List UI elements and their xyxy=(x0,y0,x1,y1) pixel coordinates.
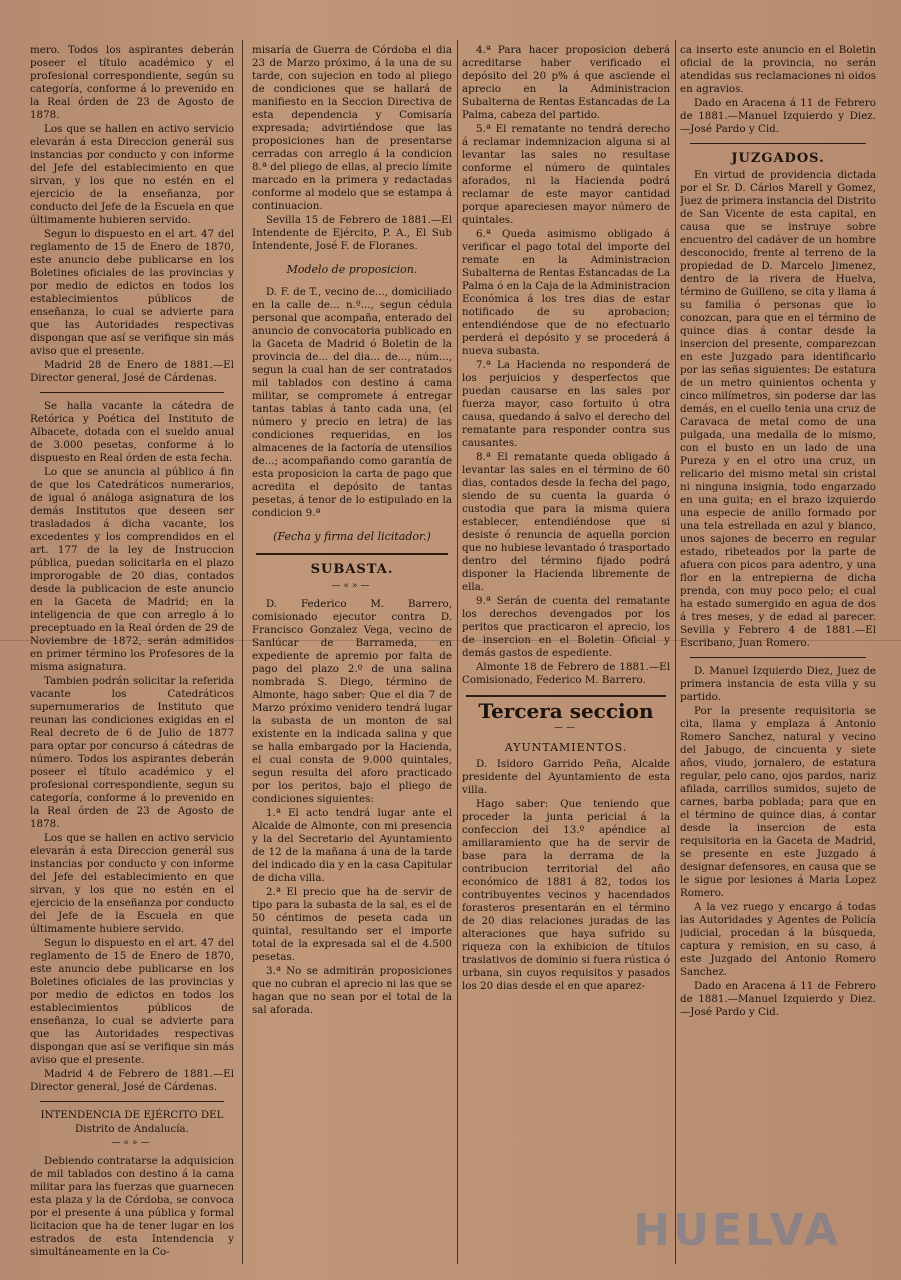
paragraph: Tambien podrán solicitar la referida vacante los Catedráticos supernumerarios de Instituto que reunan las condiciones exigidas en el Real decreto de 6 de Julio de 1877 para optar por concurso á cátedras de número. Todos los aspirantes deberán poseer el título académico y el profesional correspondiente, segun su categoría, conforme á lo prevenido en la Real órden de 23 de Agosto de 1878. xyxy=(30,675,234,830)
section-subheading: Distrito de Andalucía. xyxy=(75,1123,189,1135)
paragraph: 3.ª No se admitirán proposiciones que no cubran el aprecio ni las que se hagan que no sean por el total de la sal aforada. xyxy=(252,965,452,1016)
signature: Almonte 18 de Febrero de 1881.—El Comisionado, Federico M. Barrero. xyxy=(462,661,670,686)
watermark-logo: HUELVA xyxy=(633,1205,841,1256)
paragraph: mero. Todos los aspirantes deberán poseer el título académico y el profesional correspondiente, según su categoría, conforme á lo prevenido en la Real órden de 23 de Agosto de 1878. xyxy=(30,44,234,121)
paragraph: 9.ª Serán de cuenta del rematante los derechos devengados por los peritos que practicaron el aprecio, los de insercion en el Boletin Oficial y demás gastos de espediente. xyxy=(462,595,670,659)
paragraph: D. Isidoro Garrido Peña, Alcalde presidente del Ayuntamiento de esta villa. xyxy=(462,758,670,796)
paragraph: ca inserto este anuncio en el Boletin oficial de la provincia, no serán atendidas sus reclamaciones ni oidos en agravios. xyxy=(680,44,876,95)
paragraph: D. F. de T., vecino de..., domiciliado en la calle de... n.º..., segun cédula personal que acompaña, enterado del anuncio de convocatoria publicado en la Gaceta de Madrid ó Boletin de la provincia de... del dia... de..., núm..., segun la cual han de ser contratados mil tablados con destino á cama militar, se compromete á entregar tantas tablas á tanto cada una, (el número y precio en letra) de las condiciones requeridas, en los almacenes de la factoría de utensilios de...; acompañando como garantía de esta proposicion la carta de pago que acredita el depósito de tantas pesetas, á tenor de lo estipulado en la condicion 9.ª xyxy=(252,286,452,519)
separator xyxy=(466,695,666,697)
separator xyxy=(40,1101,224,1102)
paragraph: 4.ª Para hacer proposicion deberá acreditarse haber verificado el depósito del 20 p% á que asciende el aprecio en la Administracion Subalterna de Rentas Estancadas de La Palma, cabeza del partido. xyxy=(462,44,670,121)
ornament: —— xyxy=(554,723,578,733)
paragraph: 6.ª Queda asimismo obligado á verificar el pago total del importe del remate en la Administracion Subalterna de Rentas Estancadas de La Palma ó en la Caja de la Administracion Económica á los tres dias de estar notificado de su aprobacion; entendiéndose que de no efectuarlo perderá el depósito y se procederá á nueva subasta. xyxy=(462,228,670,357)
signature: Dado en Aracena á 11 de Febrero de 1881.—Manuel Izquierdo y Diez.—José Pardo y Cid. xyxy=(680,97,876,135)
column-rule xyxy=(457,40,458,1264)
paragraph: Segun lo dispuesto en el art. 47 del reglamento de 15 de Enero de 1870, este anuncio debe publicarse en los Boletines oficiales de las provincias y por medio de edictos en todos los establecimientos públicos de enseñanza, lo cual se advierte para que las Autoridades respectivas dispongan que así se verifique sin más aviso que el presente. xyxy=(30,228,234,357)
paragraph: Los que se hallen en activo servicio elevarán á esta Direccion generál sus instancias por conducto y con informe del Jefe del establecimiento en que sirvan, y los que no estén en el ejercicio de la enseñanza, por conducto del Jefe de la Escuela en que últimamente hubieren servido. xyxy=(30,123,234,226)
separator xyxy=(256,553,448,555)
paragraph: D. Manuel Izquierdo Diez, Juez de primera instancia de esta villa y su partido. xyxy=(680,665,876,703)
column-4 xyxy=(680,44,876,1260)
section-heading: JUZGADOS. xyxy=(731,151,825,166)
separator xyxy=(40,392,224,393)
paragraph: Se halla vacante la cátedra de Retórica y Poética del Instituto de Albacete, dotada con el sueldo anual de 3.000 pesetas, conforme á lo dispuesto en Real órden de esta fecha. xyxy=(30,400,234,464)
separator xyxy=(690,657,866,658)
column-rule xyxy=(675,40,676,1264)
signature: Madrid 4 de Febrero de 1881.—El Director general, José de Cárdenas. xyxy=(30,1068,234,1093)
column-3 xyxy=(462,44,670,1260)
paragraph: 8.ª El rematante queda obligado á levantar las sales en el término de 60 dias, contados desde la fecha del pago, siendo de su cuenta la guarda ó custodia que para la misma quiera establecer, entendiéndose que si desiste ó renuncia de aquella porcion que no hubiese levantado ó trasportado dentro del término fijado podrá disponer la Hacienda libremente de ella. xyxy=(462,451,670,593)
paragraph: En virtud de providencia dictada por el Sr. D. Cárlos Marell y Gomez, Juez de primera instancia del Distrito de San Vicente de esta capital, en causa que se instruye sobre encuentro del cadáver de un hombre desconocido, frente al terreno de la propiedad de D. Marcelo Jimenez, dentro de la rivera de Huelva, término de Guilleno, se cita y llama á su familia ó personas que lo conozcan, para que en el término de quince dias á contar desde la insercion del presente, comparezcan en este Juzgado para identificarlo por las señas siguientes: De estatura de un metro quinientos ochenta y cinco milímetros, sin poderse dar las demás, en el cuello tenia una cruz de Caravaca de metal como de una pulgada, una medalla de lo mismo, con el busto en un lado de una Pureza y en el otro una cruz, un relicario del mismo metal sin cristal ni ninguna insignia, todo engarzado en una guita; en el brazo izquierdo una especie de anillo formado por una tela estrellada en azul y blanco, unos sajones de becerro en regular estado, ribeteados por la parte de afuera con picos para adentro, y una flor en la entrepierna de dicha prenda, con muy poco pelo; el cual ha estado sumergido en agua de dos á tres meses, y de edad al parecer. Sevilla y Febrero 4 de 1881.—El Escribano, Juan Romero. xyxy=(680,169,876,649)
ornament: —«»— xyxy=(111,1138,153,1148)
signature: Madrid 28 de Enero de 1881.—El Director general, José de Cárdenas. xyxy=(30,359,234,384)
paragraph: Dado en Aracena á 11 de Febrero de 1881.—Manuel Izquierdo y Diez.—José Pardo y Cid. xyxy=(680,980,876,1018)
paragraph: D. Federico M. Barrero, comisionado ejecutor contra D. Francisco Gonzalez Vega, vecino de Sanlúcar de Barrameda, en expediente de apremio por falta de pago del plazo 2.º de una salina nombrada S. Diego, término de Almonte, hago saber: Que el dia 7 de Marzo próximo venidero tendrá lugar la subasta de un monton de sal existente en la indicada salina y que se halla embargado por la Hacienda, el cual consta de 9.000 quintales, segun resulta del aforo practicado por los peritos, bajo el pliego de condiciones siguientes: xyxy=(252,598,452,805)
paragraph: Hago saber: Que teniendo que proceder la junta pericial á la confeccion del 13.º apéndice al amillaramiento que ha de servir de base para la derrama de la contribucion territorial del año económico de 1881 á 82, todos los contribuyentes vecinos y hacendados forasteros presentarán en el término de 20 dias relaciones juradas de las alteraciones que haya sufrido su riqueza con la exhibicion de títulos traslativos de dominio si fuera rústica ó urbana, sin cuyos requisitos y pasados los 20 dias desde el en que aparez- xyxy=(462,798,670,992)
signature: Sevilla 15 de Febrero de 1881.—El Intendente de Ejército, P. A., El Sub Intendente, José F. de Floranes. xyxy=(252,214,452,252)
paragraph: 7.ª La Hacienda no responderá de los perjuicios y desperfectos que puedan causarse en las sales por fuerza mayor, caso fortuito ú otra causa, quedando á salvo el derecho del rematante para responder contra sus causantes. xyxy=(462,359,670,449)
paragraph: Por la presente requisitoria se cita, llama y emplaza á Antonio Romero Sanchez, natural y vecino del Jabugo, de cincuenta y siete años, viudo, jornalero, de estatura regular, pelo cano, ojos pardos, nariz afilada, carrillos sumidos, sujeto de carnes, barba poblada; para que en el término de quince dias, á contar desde la insercion de esta requisitoria en la Gaceta de Madrid, se presente en este Juzgado á designar defensores, en causa que se le sigue por lesiones á Maria Lopez Romero. xyxy=(680,705,876,899)
ornament: —«»— xyxy=(331,581,373,591)
paragraph: 5.ª El rematante no tendrá derecho á reclamar indemnizacion alguna si al levantar las sales no resultase conforme el número de quintales aforados, ni la Hacienda podrá reclamar de este mayor cantidad porque apareciesen mayor número de quintales. xyxy=(462,123,670,226)
model-heading: Modelo de proposicion. xyxy=(286,263,418,276)
subsection-heading: AYUNTAMIENTOS. xyxy=(504,741,628,754)
section-heading: SUBASTA. xyxy=(310,562,394,577)
paragraph: A la vez ruego y encargo á todas las Autoridades y Agentes de Policía judicial, procedan á la búsqueda, captura y remision, en su caso, á este Juzgado del Antonio Romero Sanchez. xyxy=(680,901,876,978)
signature-note: (Fecha y firma del licitador.) xyxy=(273,530,431,543)
section-title: Tercera seccion xyxy=(478,699,654,723)
paragraph: Segun lo dispuesto en el art. 47 del reglamento de 15 de Enero de 1870, este anuncio debe publicarse en los Boletines oficiales de las provincias y por medio de edictos en todos los establecimientos públicos de enseñanza, lo cual se advierte para que las Autoridades respectivas dispongan que así se verifique sin más aviso que el presente. xyxy=(30,937,234,1066)
paragraph: 1.ª El acto tendrá lugar ante el Alcalde de Almonte, con mi presencia y la del Secretario del Ayuntamiento de 12 de la mañana á una de la tarde del indicado dia y en la casa Capitular de dicha villa. xyxy=(252,807,452,884)
column-1 xyxy=(30,44,234,1260)
column-rule xyxy=(242,40,243,1264)
separator xyxy=(690,143,866,144)
paragraph: misaría de Guerra de Córdoba el dia 23 de Marzo próximo, á la una de su tarde, con sujecion en todo al pliego de condiciones que se hallará de manifiesto en la Seccion Directiva de esta dependencia y Comisaría expresada; advirtiéndose que las proposiciones han de presentarse cerradas con arreglo á la condicion 8.ª del pliego de ellas, al precio límite marcado en la primera y redactadas conforme al modelo que se estampa á continuacion. xyxy=(252,44,452,212)
column-2 xyxy=(252,44,452,1260)
paragraph: Los que se hallen en activo servicio elevarán á esta Direccion generál sus instancias por conducto y con informe del Jefe del establecimiento en que sirvan, y los que no estén en el ejercicio de la enseñanza por conducto del Jefe de la Escuela en que últimamente hubiere servido. xyxy=(30,832,234,935)
paragraph: Lo que se anuncia al público á fin de que los Catedráticos numerarios, de igual ó análoga asignatura de los demás Institutos que deseen ser trasladados á dicha vacante, los excedentes y los comprendidos en el art. 177 de la ley de Instruccion pública, puedan solicitarla en el plazo improrogable de 20 dias, contados desde la publicacion de este anuncio en la Gaceta de Madrid; en la inteligencia de que con arreglo á lo preceptuado en la Real órden de 29 de Noviembre de 1872, serán admitidos en primer término los Profesores de la misma asignatura. xyxy=(30,466,234,673)
section-heading: INTENDENCIA DE EJÉRCITO DEL xyxy=(40,1109,224,1121)
paragraph: 2.ª El precio que ha de servir de tipo para la subasta de la sal, es el de 50 céntimos de peseta cada un quintal, resultando ser el importe total de la expresada sal el de 4.500 pesetas. xyxy=(252,886,452,963)
paragraph: Debiendo contratarse la adquisicion de mil tablados con destino á la cama militar para las fuerzas que guarnecen esta plaza y la de Córdoba, se convoca por el presente á una pública y formal licitacion que ha de tener lugar en los estrados de esta Intendencia y simultáneamente en la Co- xyxy=(30,1155,234,1258)
